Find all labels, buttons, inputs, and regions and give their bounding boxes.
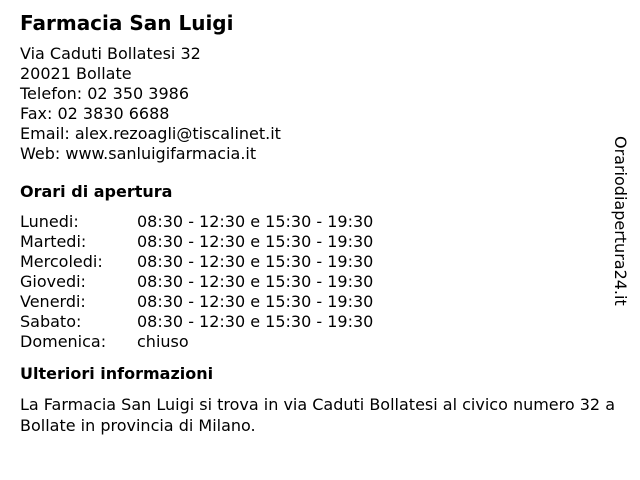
additional-info-heading: Ulteriori informazioni [20,364,214,383]
hours-day: Domenica: [20,332,107,351]
hours-time: chiuso [137,332,189,351]
opening-hours-table [20,212,620,352]
email-line: Email: alex.rezoagli@tiscalinet.it [20,124,281,143]
phone-line: Telefon: 02 350 3986 [20,84,190,103]
hours-row-wednesday [20,252,620,272]
hours-day: Sabato: [20,312,82,331]
hours-row-monday [20,212,620,232]
web-line: Web: www.sanluigifarmacia.it [20,144,257,163]
side-brand [609,136,631,310]
additional-info-text: La Farmacia San Luigi si trova in via Caduti Bollatesi al civico numero 32 a Bollate in provincia di Milano. [20,395,615,435]
hours-row-sunday [20,332,620,352]
hours-time: 08:30 - 12:30 e 15:30 - 19:30 [137,232,374,251]
hours-time: 08:30 - 12:30 e 15:30 - 19:30 [137,312,374,331]
side-brand-text: Orariodiapertura24.it [611,136,630,306]
hours-row-saturday [20,312,620,332]
hours-time: 08:30 - 12:30 e 15:30 - 19:30 [137,292,374,311]
opening-hours-heading: Orari di apertura [20,182,173,201]
address-line: Via Caduti Bollatesi 32 [20,44,201,63]
hours-time: 08:30 - 12:30 e 15:30 - 19:30 [137,212,374,231]
fax-line: Fax: 02 3830 6688 [20,104,170,123]
pharmacy-info-card [20,10,620,436]
hours-day: Martedi: [20,232,87,251]
hours-day: Giovedi: [20,272,86,291]
hours-day: Lunedi: [20,212,79,231]
hours-time: 08:30 - 12:30 e 15:30 - 19:30 [137,272,374,291]
hours-row-tuesday [20,232,620,252]
hours-row-friday [20,292,620,312]
hours-row-thursday [20,272,620,292]
hours-day: Mercoledi: [20,252,103,271]
pharmacy-name: Farmacia San Luigi [20,11,234,35]
city-line: 20021 Bollate [20,64,132,83]
hours-time: 08:30 - 12:30 e 15:30 - 19:30 [137,252,374,271]
contact-block [20,44,620,164]
hours-day: Venerdi: [20,292,86,311]
